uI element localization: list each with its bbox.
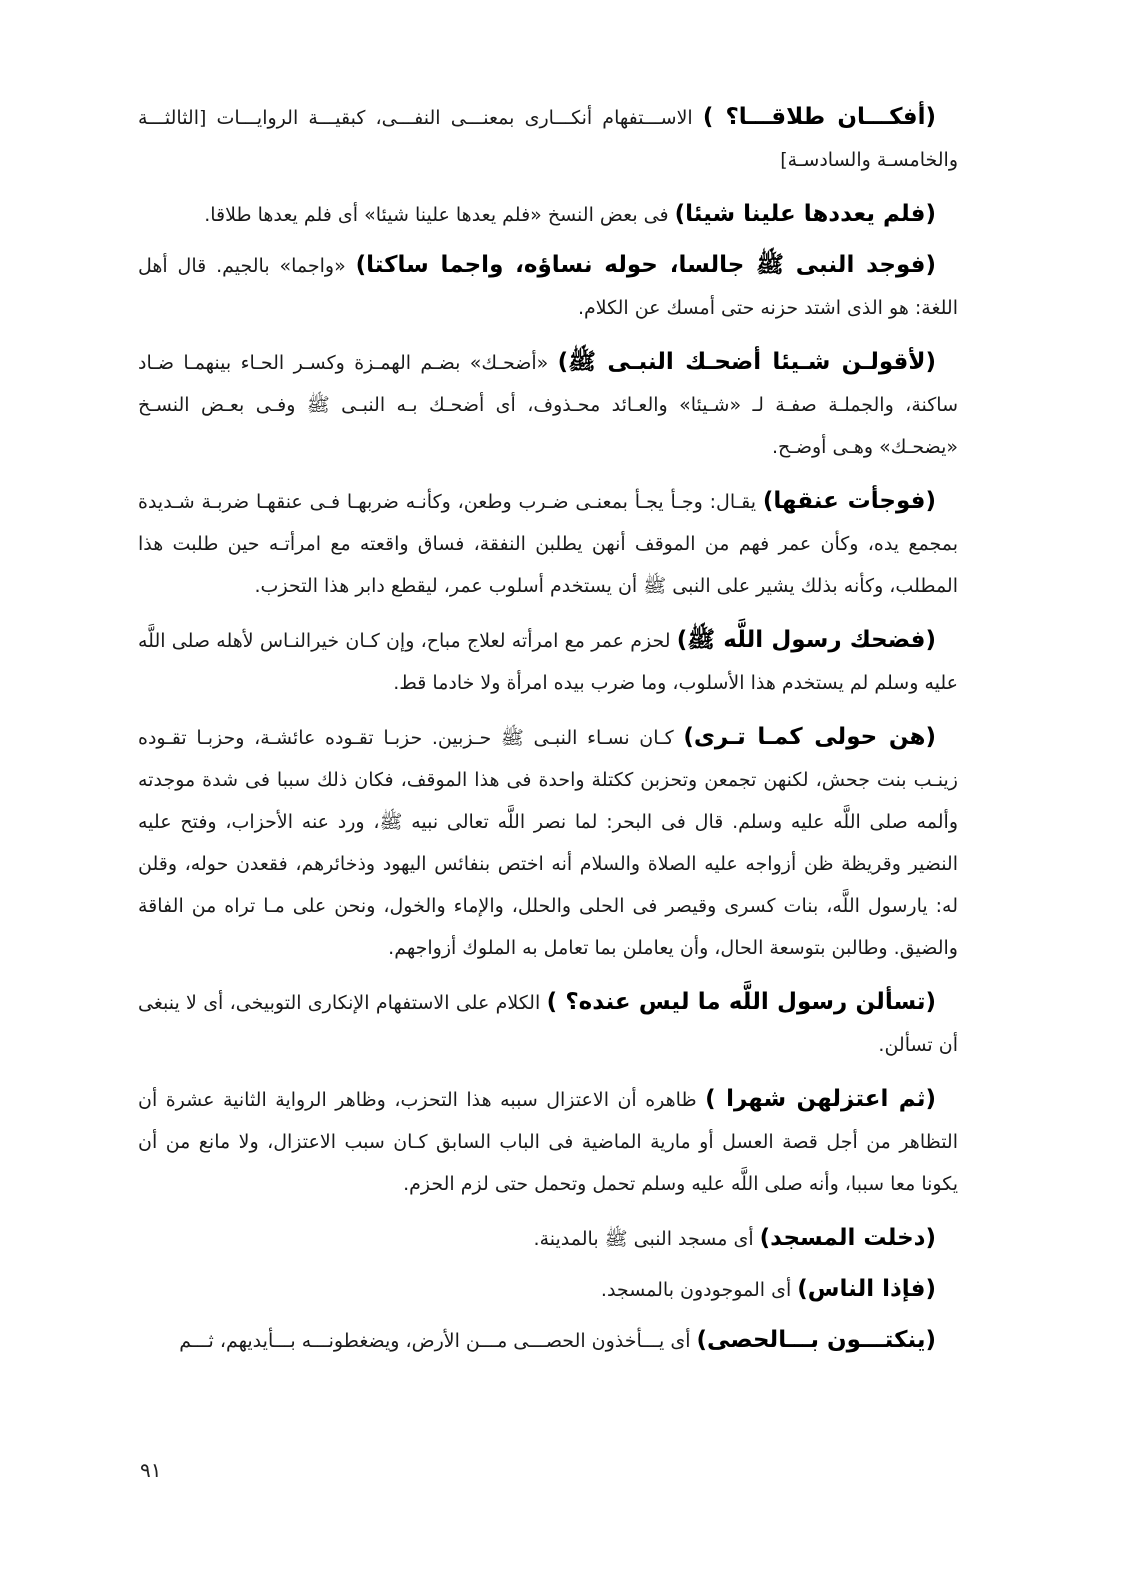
paragraph-term: (فوجد النبى ﷺ جالسا، حوله نساؤه، واجما ساكتا) [355,252,936,278]
paragraph-term: (لأقولـن شـيئا أضحـك النبـى ﷺ) [557,349,936,375]
page-number: ٩١ [140,1458,162,1482]
paragraph-term: (فضحك رسول اللَّه ﷺ) [676,627,936,653]
paragraph [138,96,958,181]
paragraph-term: (فإذا الناس) [797,1276,936,1302]
paragraph-term: (دخلت المسجد) [759,1225,936,1251]
paragraph [138,716,958,969]
paragraph [138,1319,958,1362]
paragraph-term: (فوجأت عنقها) [762,488,936,514]
paragraph-text: أى الموجودون بالمسجد. [600,1279,798,1301]
paragraph-term: (تسألن رسول اللَّه ما ليس عنده؟ ) [546,989,937,1015]
paragraph [138,480,958,607]
paragraph-term: (أفكـــان طلاقـــا؟ ) [702,104,936,130]
paragraph [138,341,958,468]
paragraph-text: الاســـتفهام أنكـــارى بمعنـــى النفـــى، كبقيـــة الروايـــات [الثالثـــة والخامسـة والسادسـة] [138,107,958,171]
paragraph [138,1078,958,1205]
paragraph-text: أى مسجد النبى ﷺ بالمدينة. [533,1228,760,1250]
paragraph [138,193,958,236]
paragraph-term: (ينكتـــون بـــالحصى) [696,1327,936,1353]
paragraph-text: فى بعض النسخ «فلم يعدها علينا شيئا» أى فلم يعدها طلاقا. [204,204,675,226]
paragraph-term: (فلم يعددها علينا شيئا) [674,201,936,227]
paragraph-text: الكلام على الاستفهام الإنكارى التوبيخى، أى لا ينبغى أن تسألن. [138,992,958,1056]
paragraph [138,244,958,329]
paragraph-text: يقـال: وجـأ يجـأ بمعنـى ضـرب وطعن، وكأنـه ضربهـا فـى عنقهـا ضربـة شـديدة بمجمع يده، وكأن عمر فهم من الموقف أنهن يطلبن النفقة، فساق واقعته مع امرأتـه حين طلبت هذا المطلب، وكأنه بذلك يشير على النبى ﷺ أن يستخدم أسلوب عمر، ليقطع دابر هذا التحزب. [138,491,958,597]
paragraph [138,1217,958,1260]
paragraph [138,981,958,1066]
paragraph-text: «واجما» بالجيم. قال أهل اللغة: هو الذى اشتد حزنه حتى أمسك عن الكلام. [138,255,958,319]
paragraph-text: ظاهره أن الاعتزال سببه هذا التحزب، وظاهر الرواية الثانية عشرة أن التظاهر من أجل قصة العسل أو مارية الماضية فى الباب السابق كـان سبب الاعتزال، ولا مانع من أن يكونا معا سببا، وأنه صلى اللَّه عليه وسلم تحمل وتحمل حتى لزم الحزم. [138,1089,958,1195]
paragraph-text: «أضحـك» بضـم الهمـزة وكسـر الحـاء بينهمـا ضـاد ساكنة، والجملـة صفـة لـ «شـيئا» والعـائد محـذوف، أى أضحـك بـه النبـى ﷺ وفـى بعـض النسـخ «يضحـك» وهـى أوضـح. [138,352,958,458]
paragraph-term: (ثم اعتزلهن شهرا ) [705,1086,936,1112]
page-body [138,96,958,1370]
paragraph-text: كـان نسـاء النبـى ﷺ حـزبين. حزبـا تقـوده عائشـة، وحزبـا تقـوده زينـب بنت جحش، لكنهن تجمعن وتحزبن ككتلة واحدة فى هذا الموقف، فكان ذلك سببا فى شدة موجدته وألمه صلى اللَّه عليه وسلم. قال فى البحر: لما نصر اللَّه تعالى نبيه ﷺ، ورد عنه الأحزاب، وفتح عليه النضير وقريظة ظن أزواجه عليه الصلاة والسلام أنه اختص بنفائس اليهود وذخائرهم، فقعدن حوله، وقلن له: يارسول اللَّه، بنات كسرى وقيصر فى الحلى والحلل، والإماء والخول، ونحن على مـا تراه من الفاقة والضيق. وطالبن بتوسعة الحال، وأن يعاملن بما تعامل به الملوك أزواجهم. [138,727,958,959]
paragraph-text: أى يـــأخذون الحصـــى مـــن الأرض، ويضغطونـــه بـــأيديهم، ثـــم [179,1330,697,1352]
paragraph-term: (هن حولى كمـا تـرى) [683,724,936,750]
paragraph [138,619,958,704]
paragraph [138,1268,958,1311]
paragraph-text: لحزم عمر مع امرأته لعلاج مباح، وإن كـان خيرالنـاس لأهله صلى اللَّه عليه وسلم لم يستخدم هذا الأسلوب، وما ضرب بيده امرأة ولا خادما قط. [138,630,958,694]
